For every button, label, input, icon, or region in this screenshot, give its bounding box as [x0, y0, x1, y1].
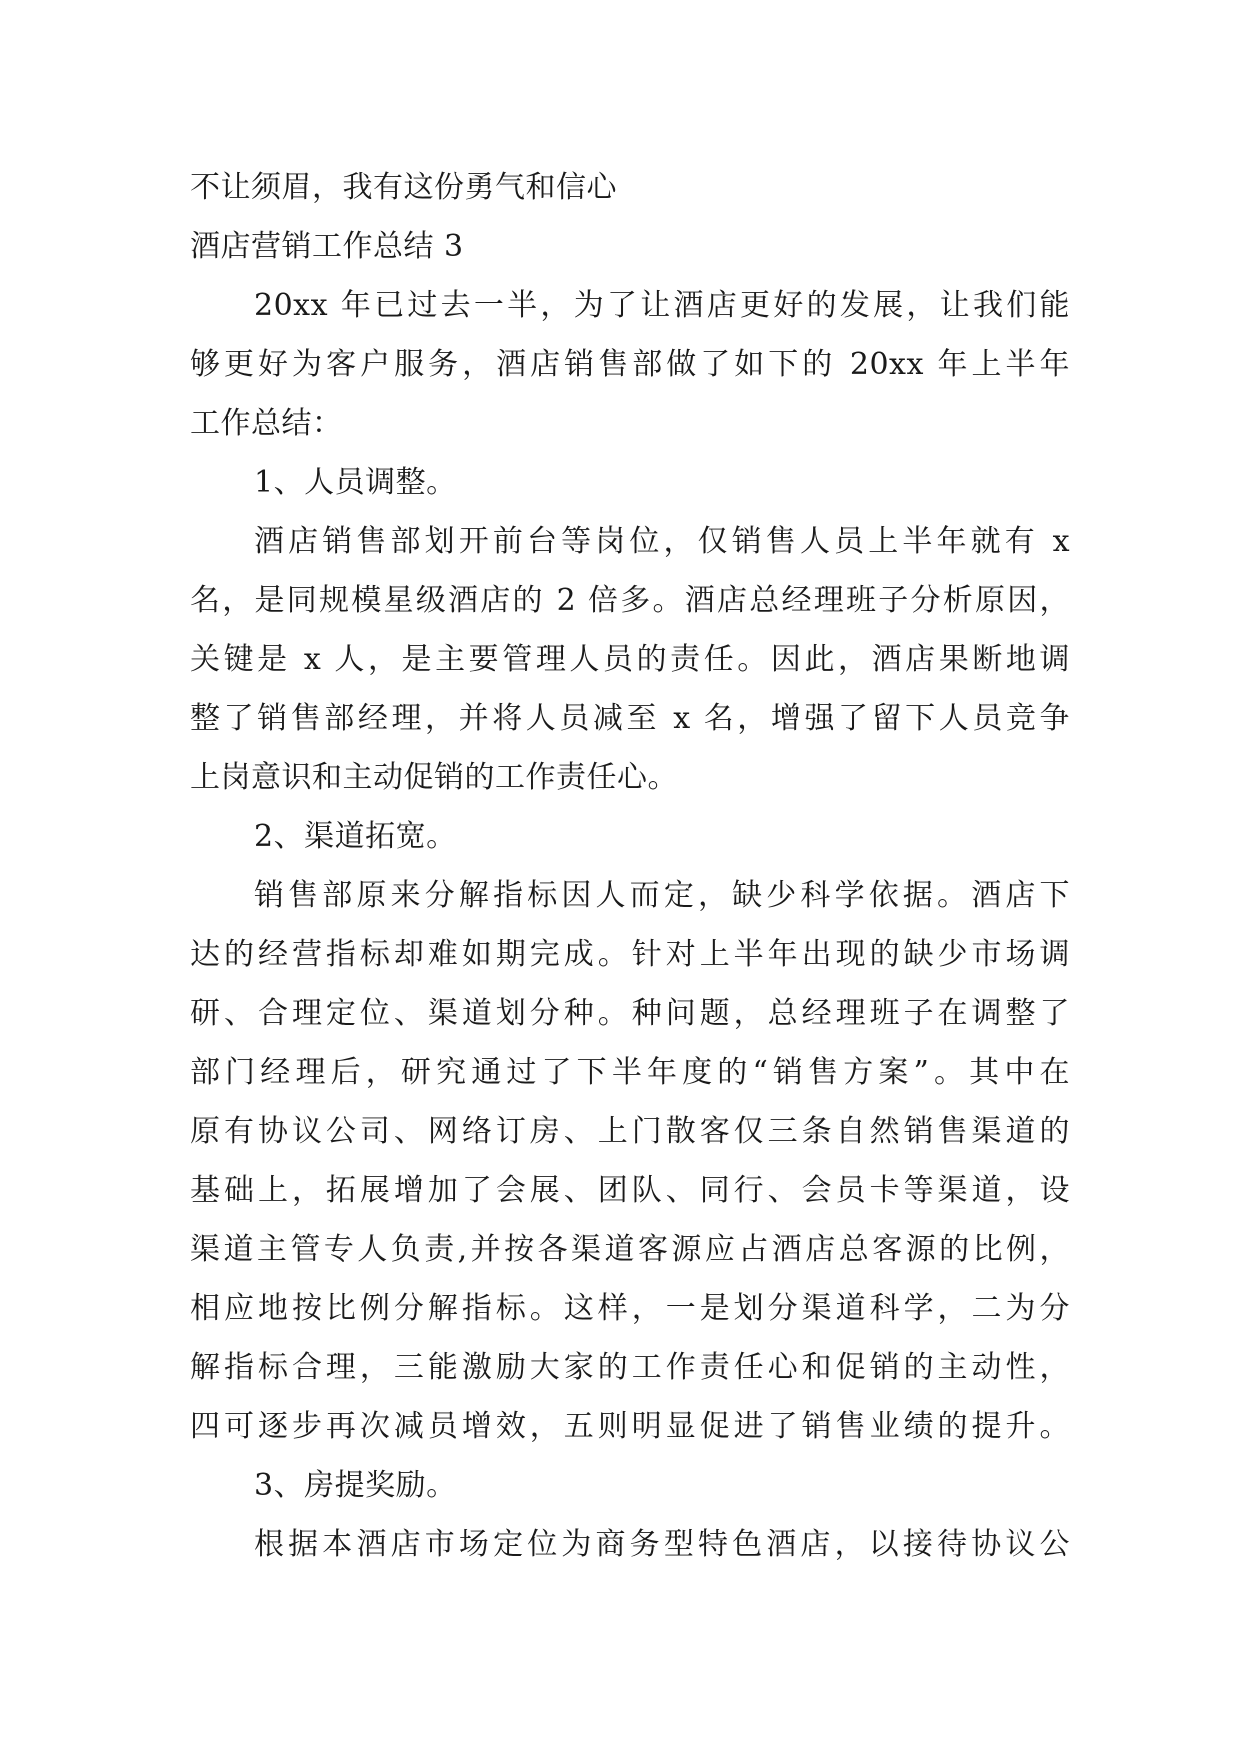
paragraph-line: 解指标合理，三能激励大家的工作责任心和促销的主动性，	[190, 1350, 1070, 1385]
paragraph-line: 整了销售部经理，并将人员减至 x 名，增强了留下人员竞争	[190, 701, 1070, 736]
paragraph-line: 四可逐步再次减员增效，五则明显促进了销售业绩的提升。	[190, 1409, 1070, 1444]
subheading: 2、渠道拓宽。	[254, 819, 457, 854]
paragraph-line: 渠道主管专人负责,并按各渠道客源应占酒店总客源的比例，	[190, 1232, 1070, 1267]
paragraph-line: 名，是同规模星级酒店的 2 倍多。酒店总经理班子分析原因，	[190, 583, 1070, 618]
paragraph-line: 研、合理定位、渠道划分种。种问题，总经理班子在调整了	[190, 996, 1070, 1031]
paragraph-line: 达的经营指标却难如期完成。针对上半年出现的缺少市场调	[190, 937, 1070, 972]
paragraph-line: 基础上，拓展增加了会展、团队、同行、会员卡等渠道，设	[190, 1173, 1070, 1208]
paragraph-line: 20xx 年已过去一半，为了让酒店更好的发展，让我们能	[254, 288, 1070, 323]
paragraph-line: 原有协议公司、网络订房、上门散客仅三条自然销售渠道的	[190, 1114, 1070, 1149]
paragraph-line: 根据本酒店市场定位为商务型特色酒店，以接待协议公	[254, 1527, 1070, 1562]
paragraph-line: 够更好为客户服务，酒店销售部做了如下的 20xx 年上半年	[190, 347, 1070, 382]
paragraph-line: 部门经理后，研究通过了下半年度的“销售方案”。其中在	[190, 1055, 1070, 1090]
paragraph-line: 酒店销售部划开前台等岗位，仅销售人员上半年就有 x	[254, 524, 1070, 559]
paragraph-line: 销售部原来分解指标因人而定，缺少科学依据。酒店下	[254, 878, 1070, 913]
paragraph-line: 工作总结：	[190, 406, 343, 441]
section-title: 酒店营销工作总结 3	[190, 229, 464, 264]
paragraph-line: 上岗意识和主动促销的工作责任心。	[190, 760, 678, 795]
text-line: 不让须眉，我有这份勇气和信心	[190, 170, 617, 205]
paragraph-line: 相应地按比例分解指标。这样，一是划分渠道科学，二为分	[190, 1291, 1070, 1326]
subheading: 1、人员调整。	[254, 465, 457, 500]
paragraph-line: 关键是 x 人，是主要管理人员的责任。因此，酒店果断地调	[190, 642, 1070, 677]
document-body	[190, 158, 1070, 1574]
subheading: 3、房提奖励。	[254, 1468, 457, 1503]
